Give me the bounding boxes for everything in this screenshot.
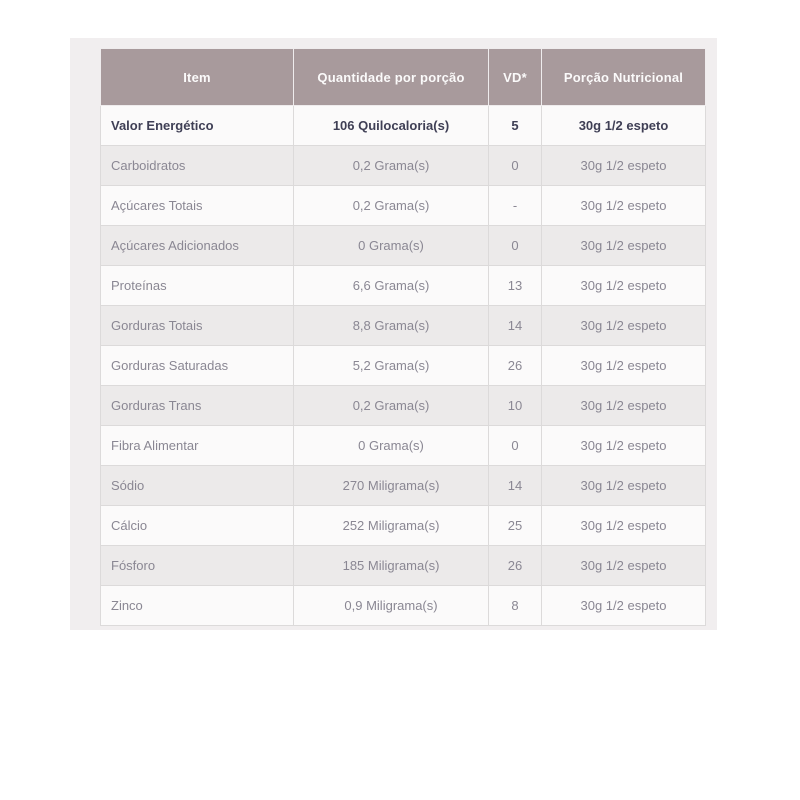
table-row [101,186,706,226]
table-row [101,386,706,426]
cell-quantity: 6,6 Grama(s) [294,266,489,306]
cell-quantity: 0,2 Grama(s) [294,146,489,186]
table-row [101,506,706,546]
nutrition-panel [70,38,717,630]
cell-portion: 30g 1/2 espeto [542,386,706,426]
cell-quantity: 185 Miligrama(s) [294,546,489,586]
cell-quantity: 0 Grama(s) [294,226,489,266]
cell-item: Zinco [101,586,294,626]
cell-quantity: 106 Quilocaloria(s) [294,106,489,146]
cell-item: Valor Energético [101,106,294,146]
cell-portion: 30g 1/2 espeto [542,466,706,506]
cell-item: Sódio [101,466,294,506]
cell-vd: 0 [489,426,542,466]
cell-quantity: 270 Miligrama(s) [294,466,489,506]
cell-item: Carboidratos [101,146,294,186]
nutrition-table-header [101,49,706,106]
cell-quantity: 0,2 Grama(s) [294,186,489,226]
cell-item: Fibra Alimentar [101,426,294,466]
cell-quantity: 0,2 Grama(s) [294,386,489,426]
cell-vd: - [489,186,542,226]
table-row [101,146,706,186]
nutrition-table-body [101,106,706,626]
cell-item: Gorduras Saturadas [101,346,294,386]
table-row [101,266,706,306]
cell-portion: 30g 1/2 espeto [542,546,706,586]
cell-portion: 30g 1/2 espeto [542,266,706,306]
cell-vd: 26 [489,346,542,386]
cell-portion: 30g 1/2 espeto [542,186,706,226]
cell-portion: 30g 1/2 espeto [542,306,706,346]
cell-vd: 8 [489,586,542,626]
table-row [101,106,706,146]
table-row [101,346,706,386]
table-row [101,426,706,466]
cell-quantity: 8,8 Grama(s) [294,306,489,346]
cell-vd: 13 [489,266,542,306]
table-row [101,586,706,626]
nutrition-table [100,48,706,626]
cell-quantity: 252 Miligrama(s) [294,506,489,546]
cell-portion: 30g 1/2 espeto [542,586,706,626]
cell-item: Fósforo [101,546,294,586]
cell-portion: 30g 1/2 espeto [542,106,706,146]
table-row [101,226,706,266]
cell-item: Gorduras Totais [101,306,294,346]
column-header-portion: Porção Nutricional [542,49,706,106]
cell-portion: 30g 1/2 espeto [542,506,706,546]
cell-quantity: 5,2 Grama(s) [294,346,489,386]
cell-item: Cálcio [101,506,294,546]
table-row [101,306,706,346]
cell-portion: 30g 1/2 espeto [542,226,706,266]
cell-item: Açúcares Totais [101,186,294,226]
cell-portion: 30g 1/2 espeto [542,426,706,466]
column-header-item: Item [101,49,294,106]
cell-vd: 26 [489,546,542,586]
cell-vd: 25 [489,506,542,546]
cell-vd: 5 [489,106,542,146]
column-header-vd: VD* [489,49,542,106]
cell-quantity: 0,9 Miligrama(s) [294,586,489,626]
table-row [101,546,706,586]
table-row [101,466,706,506]
cell-vd: 0 [489,146,542,186]
cell-vd: 0 [489,226,542,266]
cell-vd: 14 [489,466,542,506]
header-row [101,49,706,106]
cell-portion: 30g 1/2 espeto [542,346,706,386]
cell-quantity: 0 Grama(s) [294,426,489,466]
cell-item: Açúcares Adicionados [101,226,294,266]
cell-item: Gorduras Trans [101,386,294,426]
cell-vd: 10 [489,386,542,426]
cell-portion: 30g 1/2 espeto [542,146,706,186]
cell-item: Proteínas [101,266,294,306]
column-header-quantity: Quantidade por porção [294,49,489,106]
cell-vd: 14 [489,306,542,346]
